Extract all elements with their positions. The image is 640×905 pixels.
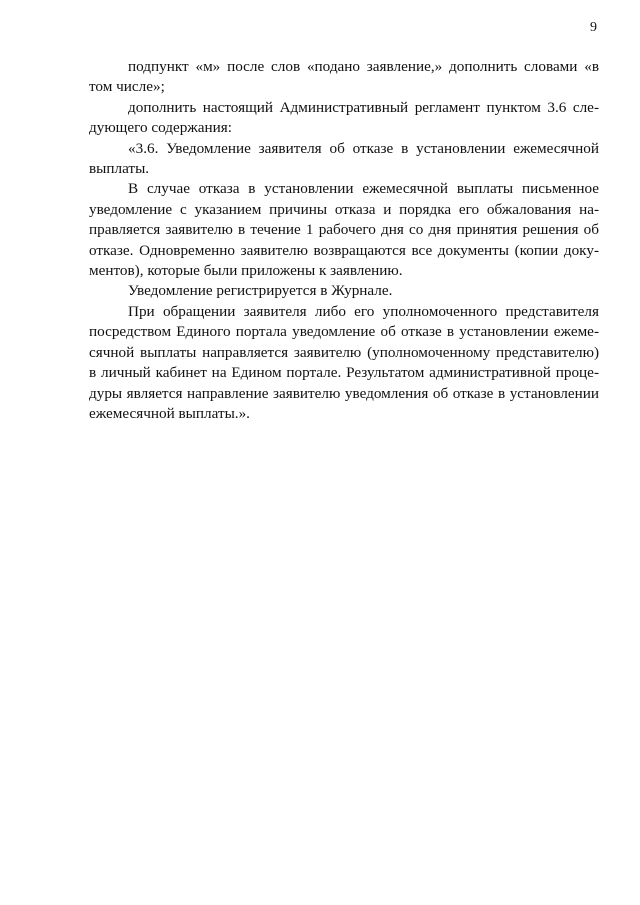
- paragraph-refusal-notice: В случае отказа в установлении ежемесячной выплаты письменное уведомление с указанием причины отказа и порядка его обжалования направляется заявителю в течение 1 рабочего дня со дня принятия решения об отказе. Одновременно заявителю возвращаются все документы (копии документов), которые были приложены к заявлению.: [89, 180, 599, 280]
- paragraph-add-point-3-6: дополнить настоящий Административный регламент пунктом 3.6 следующего содержания:: [89, 98, 599, 137]
- document-body: [89, 57, 599, 424]
- paragraph-journal-registration: Уведомление регистрируется в Журнале.: [128, 282, 393, 300]
- paragraph-point-3-6-heading: «3.6. Уведомление заявителя об отказе в установлении ежемесячной выплаты.: [89, 139, 599, 178]
- paragraph-portal-notice: При обращении заявителя либо его уполномоченного представителя посредством Единого портала уведомление об отказе в установлении ежемесячной выплаты направляется заявителю (уполномоченному представителю) в личный кабинет на Едином портале. Результатом административной процедуры является направление заявителю уведомления об отказе в установлении ежемесячной выплаты.».: [89, 302, 599, 422]
- page-number: 9: [590, 20, 597, 35]
- paragraph-subpoint-m: подпункт «м» после слов «подано заявление,» дополнить словами «в том числе»;: [89, 58, 599, 96]
